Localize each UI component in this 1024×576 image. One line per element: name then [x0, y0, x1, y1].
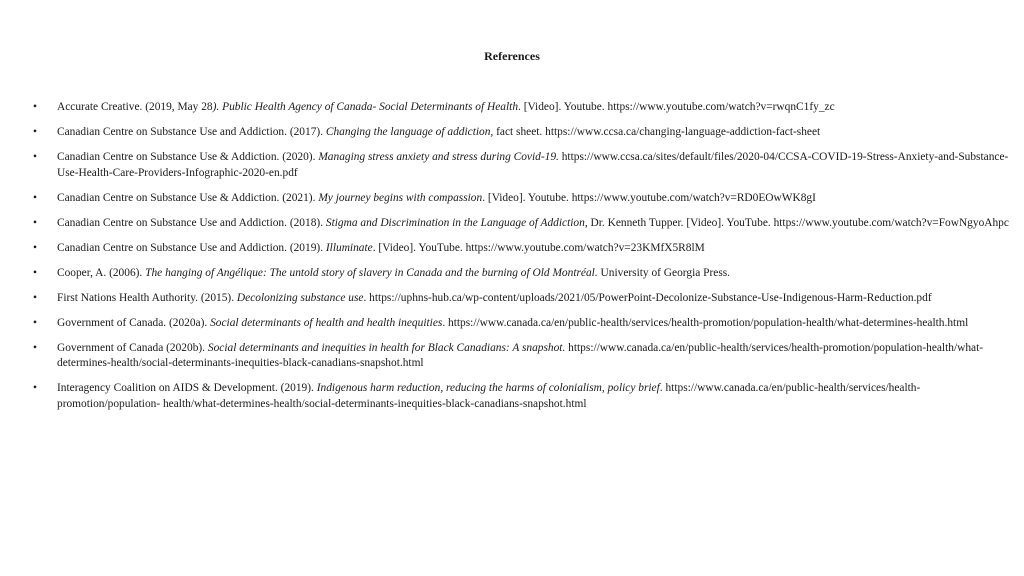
reference-item [30, 266, 1015, 282]
bullet-icon: • [33, 241, 37, 254]
reference-source: . https://www.canada.ca/en/public-health/services/health-promotion/population- health/what-determines-health/social-determinants-inequities-black-canadians-snapshot.html [57, 382, 921, 410]
reference-source: . [Video]. Youtube. https://www.youtube.com/watch?v=RD0EOwWK8gI [482, 191, 816, 204]
reference-author: Canadian Centre on Substance Use and Addiction. (2017). [57, 126, 326, 138]
reference-list [30, 100, 1015, 422]
bullet-icon: • [33, 316, 37, 329]
reference-source: . https://uphns-hub.ca/wp-content/uploads/2021/05/PowerPoint-Decolonize-Substance-Use-Indigenous-Harm-Reduction.pdf [363, 291, 932, 304]
reference-title: Social determinants and inequities in health for Black Canadians: A snapshot. [207, 341, 566, 354]
reference-source: fact sheet. https://www.ccsa.ca/changing-language-addiction-fact-sheet [493, 126, 821, 138]
bullet-icon: • [33, 191, 37, 204]
bullet-icon: • [33, 382, 37, 394]
reference-title: Stigma and Discrimination in the Language of Addiction [325, 216, 585, 229]
reference-item [30, 291, 1015, 307]
bullet-icon: • [33, 126, 37, 138]
reference-author: First Nations Health Authority. (2015). [57, 291, 237, 304]
reference-source: . [Video]. YouTube. https://www.youtube.com/watch?v=23KMfX5R8lM [372, 241, 705, 254]
reference-title: The hanging of Angélique: The untold story of slavery in Canada and the burning of Old Montréal. [145, 266, 598, 279]
reference-item [30, 125, 1015, 141]
reference-source: https://www.ccsa.ca/sites/default/files/2020-04/CCSA-COVID-19-Stress-Anxiety-and-Substance-Use-Health-Care-Providers-Infographic-2020-en.pdf [57, 151, 1009, 179]
bullet-icon: • [33, 341, 37, 354]
reference-title: Illuminate [325, 241, 373, 254]
reference-author: Accurate Creative. (2019, May 28 [57, 101, 213, 113]
reference-source: University of Georgia Press. [597, 266, 731, 279]
reference-item [30, 191, 1015, 207]
reference-author: Canadian Centre on Substance Use and Addiction. (2018). [57, 216, 326, 229]
reference-author: Canadian Centre on Substance Use & Addiction. (2020). [57, 151, 319, 163]
reference-item [30, 241, 1015, 257]
reference-author: Canadian Centre on Substance Use and Addiction. (2019). [57, 241, 326, 254]
bullet-icon: • [33, 216, 37, 229]
reference-item [30, 341, 1015, 372]
bullet-icon: • [33, 101, 37, 113]
reference-author: Cooper, A. (2006). [57, 266, 146, 279]
bullet-icon: • [33, 266, 37, 279]
reference-title: ). Public Health Agency of Canada- Social Determinants of Health [212, 101, 519, 113]
reference-source: . https://www.canada.ca/en/public-health/services/health-promotion/population-health/what-determines-health.html [442, 316, 969, 329]
reference-item [30, 150, 1015, 181]
reference-title: Decolonizing substance use [236, 291, 364, 304]
reference-item [30, 100, 1015, 116]
reference-item [30, 381, 1015, 412]
bullet-icon: • [33, 291, 37, 304]
reference-source: , Dr. Kenneth Tupper. [Video]. YouTube. https://www.youtube.com/watch?v=FowNgyoAhpc [584, 216, 1009, 229]
reference-title: Changing the language of addiction, [325, 126, 494, 138]
reference-item [30, 316, 1015, 332]
reference-item [30, 216, 1015, 232]
page-title: References [484, 49, 540, 63]
reference-author: Canadian Centre on Substance Use & Addiction. (2021). [57, 191, 319, 204]
reference-source: https://www.canada.ca/en/public-health/services/health-promotion/population-health/what-determines-health/social-determinants-inequities-black-canadians-snapshot.html [57, 341, 984, 369]
reference-title: Social determinants of health and health inequities [210, 316, 443, 329]
reference-title: Indigenous harm reduction, reducing the harms of colonialism, policy brief [316, 382, 660, 394]
reference-title: Managing stress anxiety and stress during Covid-19. [318, 151, 559, 163]
reference-author: Interagency Coalition on AIDS & Development. (2019). [57, 382, 317, 394]
bullet-icon: • [33, 151, 37, 163]
reference-author: Government of Canada. (2020a). [57, 316, 211, 329]
reference-source: . [Video]. Youtube. https://www.youtube.com/watch?v=rwqnC1fy_zc [518, 101, 835, 113]
reference-title: My journey begins with compassion [318, 191, 483, 204]
reference-author: Government of Canada (2020b). [57, 341, 208, 354]
